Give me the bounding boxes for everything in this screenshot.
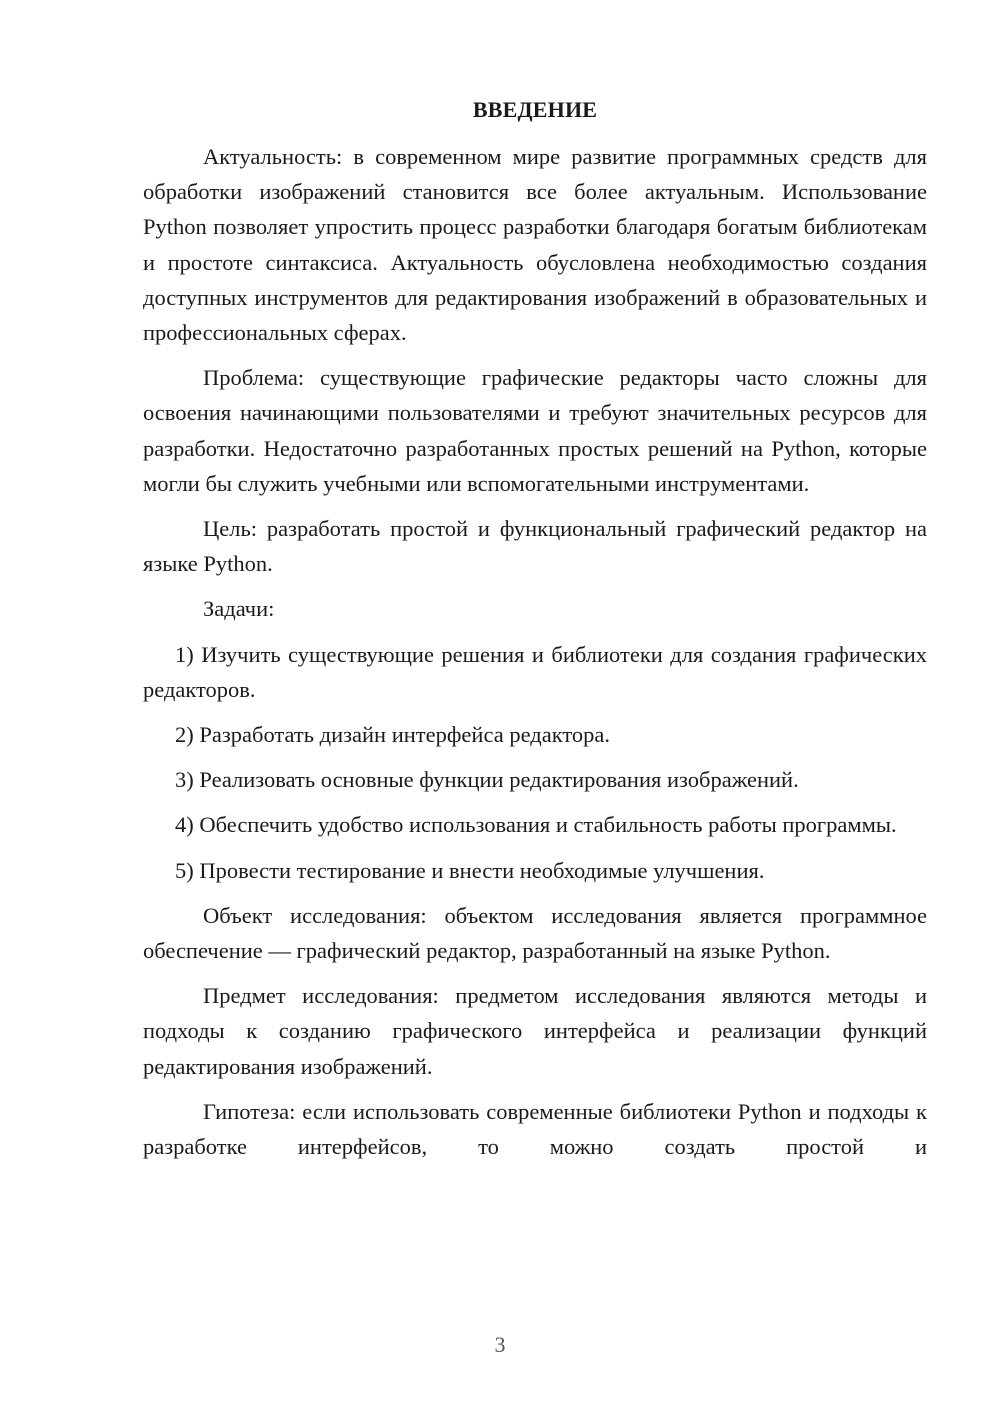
task-item-1: 1) Изучить существующие решения и библиотеки для создания графических редакторов. (143, 641, 927, 702)
task-item-2: 2) Разработать дизайн интерфейса редактора. (175, 722, 610, 748)
paragraph-goal: Цель: разработать простой и функциональный графический редактор на языке Python. (143, 516, 927, 577)
task-item-3: 3) Реализовать основные функции редактирования изображений. (175, 767, 799, 793)
page-content (143, 92, 927, 1174)
paragraph-relevance: Актуальность: в современном мире развитие программных средств для обработки изображений становится все более актуальным. Использование Python позволяет упростить процесс разработки благодаря богатым библиотекам и простоте синтаксиса. Актуальность обусловлена необходимостью создания доступных инструментов для редактирования изображений в образовательных и профессиональных сферах. (143, 144, 927, 346)
paragraph-hypothesis: Гипотеза: если использовать современные библиотеки Python и подходы к разработке интерфейсов, то можно создать простой и (143, 1098, 927, 1160)
task-item-4: 4) Обеспечить удобство использования и стабильность работы программы. (175, 812, 897, 838)
paragraph-problem: Проблема: существующие графические редакторы часто сложны для освоения начинающими пользователями и требуют значительных ресурсов для разработки. Недостаточно разработанных простых решений на Python, которые могли бы служить учебными или вспомогательными инструментами. (143, 365, 927, 496)
paragraph-subject: Предмет исследования: предметом исследования являются методы и подходы к созданию графического интерфейса и реализации функций редактирования изображений. (143, 983, 927, 1079)
page-number: 3 (494, 1332, 506, 1357)
paragraph-tasks-heading: Задачи: (203, 596, 275, 622)
page-title: ВВЕДЕНИЕ (472, 97, 598, 122)
task-item-5: 5) Провести тестирование и внести необходимые улучшения. (175, 857, 765, 883)
paragraph-object: Объект исследования: объектом исследования является программное обеспечение — графический редактор, разработанный на языке Python. (143, 902, 927, 964)
